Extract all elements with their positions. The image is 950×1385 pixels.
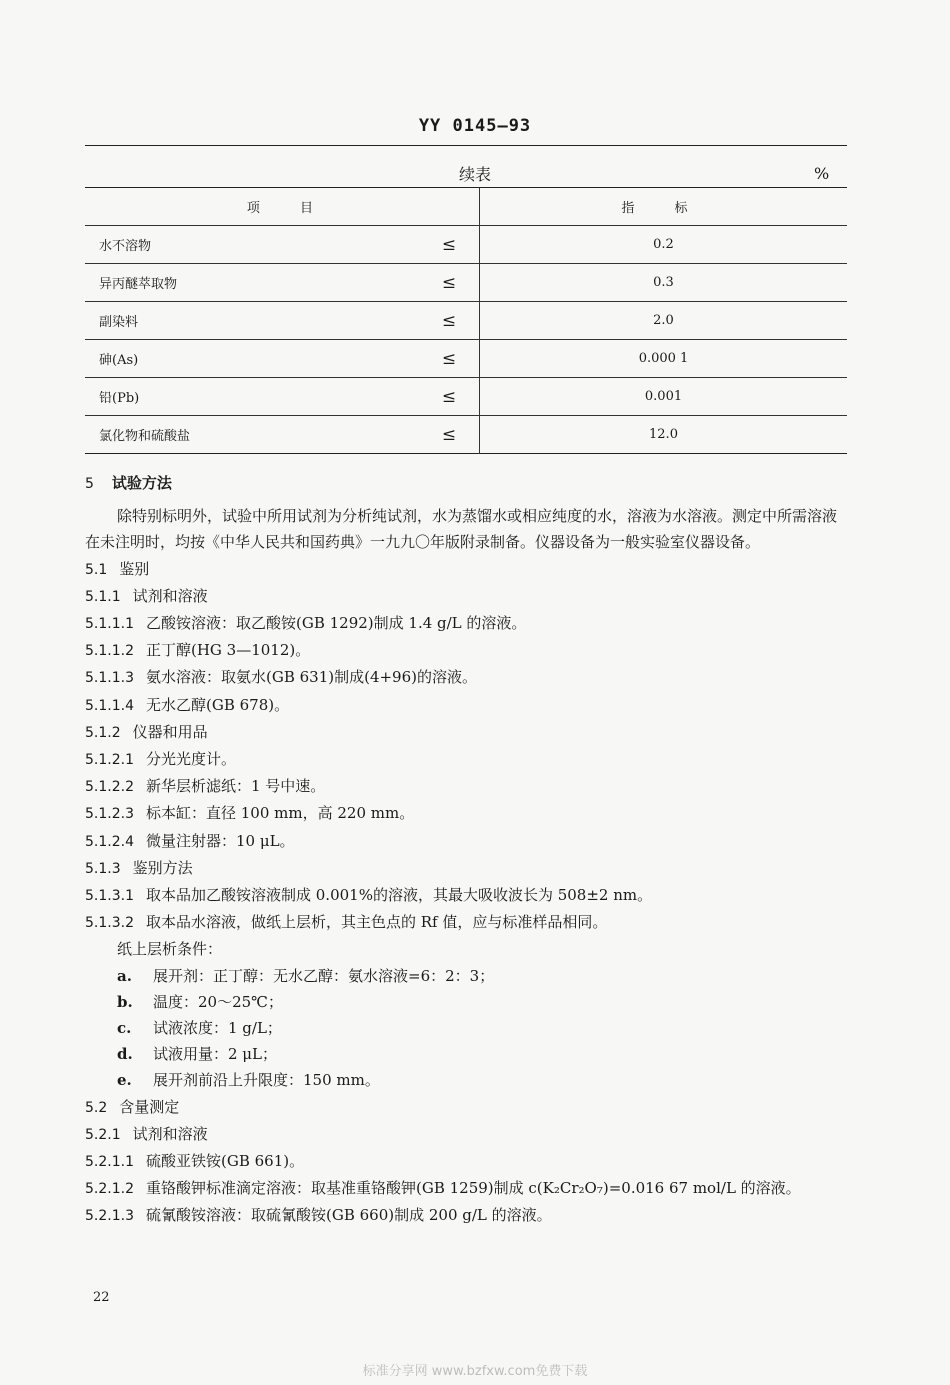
page-number: 22 (93, 1290, 110, 1305)
clause: 5.1.3.1 取本品加乙酸铵溶液制成 0.001%的溶液，其最大吸收波长为 508±2 nm。 (85, 886, 653, 905)
clause: 5.1.2.3 标本缸：直径 100 mm，高 220 mm。 (85, 804, 415, 823)
condition-item: b. 温度：20～25℃； (117, 992, 283, 1011)
table-row (85, 302, 847, 340)
condition-item: a. 展开剂：正丁醇：无水乙醇：氨水溶液=6：2：3； (117, 966, 495, 985)
row-item: 水不溶物 (99, 239, 152, 254)
le-symbol: ≤ (419, 302, 480, 340)
clause: 5.2.1.2 重铬酸钾标准滴定溶液：取基准重铬酸钾(GB 1259)制成 c(K₂Cr₂O₇)=0.016 67 mol/L 的溶液。 (85, 1179, 801, 1198)
clause: 5.1 鉴别 (85, 559, 150, 578)
row-item: 氯化物和硫酸盐 (99, 429, 191, 444)
paper-conditions-title: 纸上层析条件： (117, 940, 223, 959)
spec-table (85, 188, 847, 454)
table-unit: % (814, 164, 830, 183)
clause: 5.2 含量测定 (85, 1097, 180, 1116)
clause: 5.1.3.2 取本品水溶液，做纸上层析，其主色点的 Rf 值，应与标准样品相同。 (85, 913, 608, 932)
standard-code-header: YY 0145—93 (418, 116, 532, 136)
header-rule (85, 145, 847, 146)
table-row (85, 340, 847, 378)
row-value: 12.0 (649, 427, 678, 442)
table-caption: 续表 (458, 165, 491, 184)
condition-item: d. 试液用量：2 μL； (117, 1045, 278, 1064)
clause: 5.1.2.4 微量注射器：10 μL。 (85, 831, 295, 850)
condition-item: c. 试液浓度：1 g/L； (117, 1019, 282, 1038)
row-item: 砷(As) (99, 353, 139, 368)
le-symbol: ≤ (419, 340, 480, 378)
clause: 5.2.1.3 硫氰酸铵溶液：取硫氰酸铵(GB 660)制成 200 g/L 的溶液。 (85, 1206, 552, 1225)
row-item: 副染料 (99, 315, 139, 330)
row-value: 0.3 (653, 275, 674, 290)
table-header-row (85, 188, 847, 226)
condition-item: e. 展开剂前沿上升限度：150 mm。 (117, 1071, 380, 1090)
watermark: 标准分享网 www.bzfxw.com免费下载 (362, 1364, 588, 1379)
row-item: 铅(Pb) (99, 391, 140, 406)
table-row (85, 378, 847, 416)
table-row (85, 264, 847, 302)
le-symbol: ≤ (419, 416, 480, 454)
document-body (85, 470, 850, 1230)
clause: 5.1.1.4 无水乙醇(GB 678)。 (85, 695, 290, 714)
column-header-item: 项 目 (85, 188, 480, 226)
row-item: 异丙醚萃取物 (99, 277, 178, 292)
le-symbol: ≤ (419, 226, 480, 264)
clause: 5.1.1.1 乙酸铵溶液：取乙酸铵(GB 1292)制成 1.4 g/L 的溶液。 (85, 614, 527, 633)
clause: 5.1.1.2 正丁醇(HG 3—1012)。 (85, 641, 311, 660)
clause: 5.2.1.1 硫酸亚铁铵(GB 661)。 (85, 1152, 305, 1171)
clause: 5.1.3 鉴别方法 (85, 858, 193, 877)
intro-paragraph: 除特别标明外，试验中所用试剂为分析纯试剂，水为蒸馏水或相应纯度的水，溶液为水溶液。测定中所需溶液在未注明时，均按《中华人民共和国药典》一九九〇年版附录制备。仪器设备为一般实验室仪器设备。 (85, 507, 838, 552)
clause: 5.1.2.2 新华层析滤纸：1 号中速。 (85, 777, 326, 796)
clause: 5.1.2 仪器和用品 (85, 722, 208, 741)
le-symbol: ≤ (419, 378, 480, 416)
table-row (85, 416, 847, 454)
clause: 5.1.2.1 分光光度计。 (85, 750, 236, 769)
row-value: 0.000 1 (638, 351, 689, 366)
le-symbol: ≤ (419, 264, 480, 302)
row-value: 0.001 (644, 389, 683, 404)
table-row (85, 226, 847, 264)
row-value: 2.0 (653, 313, 674, 328)
clause: 5.1.1.3 氨水溶液：取氨水(GB 631)制成(4+96)的溶液。 (85, 668, 477, 687)
section-heading: 5 试验方法 (85, 474, 172, 492)
clause: 5.1.1 试剂和溶液 (85, 586, 208, 605)
clause: 5.2.1 试剂和溶液 (85, 1124, 208, 1143)
column-header-value: 指 标 (621, 201, 706, 216)
row-value: 0.2 (653, 237, 674, 252)
